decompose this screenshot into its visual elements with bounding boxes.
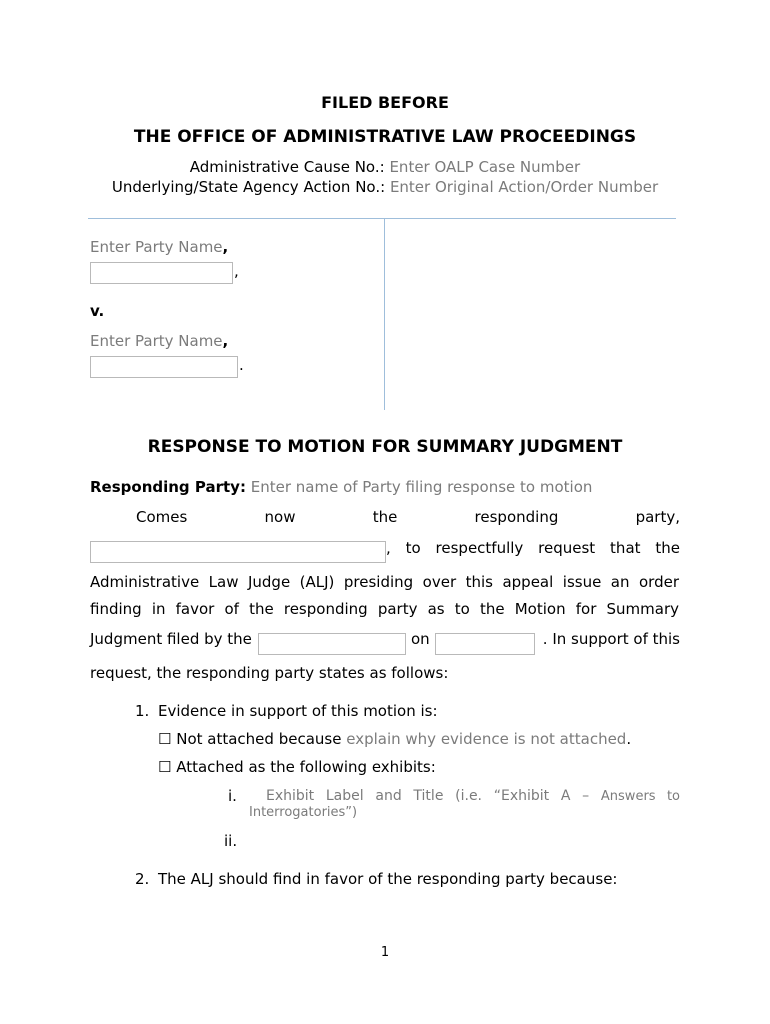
option-attached	[158, 757, 436, 777]
cause-label: Administrative Cause No.:	[189, 158, 385, 176]
body-word: responding	[474, 508, 559, 526]
body-line-1	[136, 507, 680, 527]
caption-top-rule	[88, 218, 676, 219]
party1-name-line	[90, 238, 228, 256]
party1-comma: ,	[222, 238, 229, 256]
party2-name-line	[90, 332, 228, 350]
responding-party-field[interactable]: Enter name of Party filing response to motion	[250, 478, 593, 496]
checkbox-attached[interactable]: ☐	[158, 758, 172, 776]
list-item-2-text: The ALJ should find in favor of the responding party because:	[158, 870, 618, 888]
versus-label: v.	[90, 302, 105, 320]
caption-divider	[384, 219, 385, 410]
party1-role-input[interactable]	[90, 262, 233, 284]
option-not-attached	[158, 729, 631, 749]
body-line-3: Administrative Law Judge (ALJ) presiding over this appeal issue an order	[90, 573, 679, 591]
sub-number-ii: ii.	[224, 832, 238, 850]
body-line-4: finding in favor of the responding party as to the Motion for Summary	[90, 600, 679, 618]
filed-before-heading: FILED BEFORE	[321, 93, 449, 112]
list-item-1-text: Evidence in support of this motion is:	[158, 702, 438, 720]
cause-number-field[interactable]: Enter OALP Case Number	[389, 158, 581, 176]
responding-party-label: Responding Party:	[90, 478, 246, 496]
body-line-5-on: on	[411, 630, 430, 648]
body-line-5-pre: Judgment filed by the	[90, 630, 252, 648]
body-word: party,	[635, 508, 680, 526]
party2-role-input[interactable]	[90, 356, 238, 378]
moving-party-input[interactable]	[258, 633, 406, 655]
exhibit-placeholder-part-a: Exhibit Label and Title (i.e. “Exhibit A –	[266, 788, 590, 804]
body-line-6: request, the responding party states as follows:	[90, 664, 449, 682]
document-title: RESPONSE TO MOTION FOR SUMMARY JUDGMENT	[147, 437, 623, 457]
responding-party-line	[90, 478, 592, 496]
option-attached-label: Attached as the following exhibits:	[176, 758, 436, 776]
body-line-5-post: . In support of this	[542, 630, 680, 648]
option-not-attached-label: Not attached because	[176, 730, 342, 748]
list-number-2: 2.	[135, 870, 150, 888]
party1-name-field[interactable]: Enter Party Name	[90, 238, 223, 256]
exhibit-placeholder-part-c[interactable]: Interrogatories”)	[249, 805, 358, 820]
not-attached-reason-field[interactable]: explain why evidence is not attached	[346, 730, 627, 748]
sub-number-i: i.	[228, 787, 237, 805]
option-period: .	[626, 730, 632, 748]
agency-label: Underlying/State Agency Action No.:	[111, 178, 386, 196]
responding-party-name-input[interactable]	[90, 541, 386, 563]
party2-name-field[interactable]: Enter Party Name	[90, 332, 223, 350]
body-word: now	[264, 508, 296, 526]
checkbox-not-attached[interactable]: ☐	[158, 730, 172, 748]
party2-trailing-period: .	[239, 356, 244, 374]
body-word: the	[372, 508, 398, 526]
party2-comma: ,	[222, 332, 229, 350]
body-line-2: , to respectfully request that the	[386, 539, 680, 557]
agency-action-field[interactable]: Enter Original Action/Order Number	[389, 178, 659, 196]
page-number: 1	[380, 945, 390, 960]
agency-action-line	[0, 178, 770, 196]
office-heading: THE OFFICE OF ADMINISTRATIVE LAW PROCEEDINGS	[133, 127, 637, 147]
list-number-1: 1.	[135, 702, 150, 720]
party1-trailing-comma: ,	[234, 262, 239, 280]
body-word: Comes	[136, 508, 188, 526]
motion-date-input[interactable]	[435, 633, 535, 655]
cause-number-line	[0, 158, 770, 176]
exhibit-placeholder-part-b: Answers to	[600, 789, 681, 804]
